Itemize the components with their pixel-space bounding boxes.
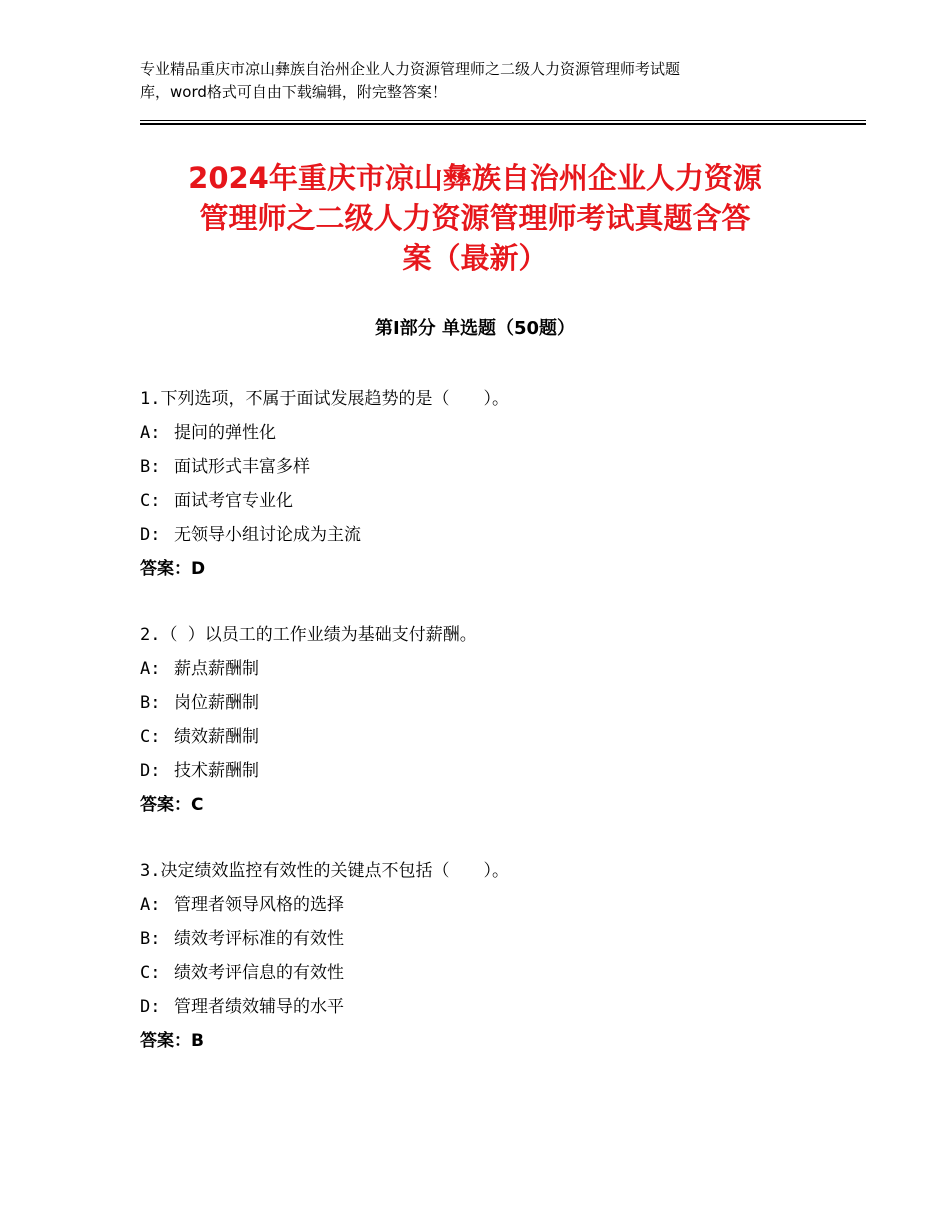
option-label: B:: [140, 457, 161, 477]
answer-line: 答案：D: [140, 559, 206, 579]
option-text: 绩效考评标准的有效性: [174, 929, 344, 949]
question-stem: 2.（ ）以员工的工作业绩为基础支付薪酬。: [140, 625, 477, 645]
option-d: [140, 754, 840, 788]
header-note-line-1: 专业精品重庆市凉山彝族自治州企业人力资源管理师之二级人力资源管理师考试题: [140, 60, 681, 78]
option-d: [140, 990, 840, 1024]
option-label: A:: [140, 659, 161, 679]
option-b: [140, 450, 840, 484]
option-text: 管理者领导风格的选择: [174, 895, 344, 915]
option-c: [140, 956, 840, 990]
option-label: A:: [140, 423, 161, 443]
option-label: B:: [140, 693, 161, 713]
option-text: 绩效考评信息的有效性: [174, 963, 344, 983]
header-note-line-2: 库，word格式可自由下载编辑，附完整答案！: [140, 83, 447, 101]
title-line-1: 2024年重庆市凉山彝族自治州企业人力资源: [188, 161, 762, 195]
title-line-3: 案（最新）: [402, 241, 548, 275]
option-label: D:: [140, 761, 161, 781]
option-label: C:: [140, 491, 161, 511]
question-list: [140, 382, 840, 1090]
option-label: C:: [140, 963, 161, 983]
option-c: [140, 484, 840, 518]
title-line-2: 管理师之二级人力资源管理师考试真题含答: [199, 201, 751, 235]
option-text: 绩效薪酬制: [174, 727, 259, 747]
question-stem: 1.下列选项，不属于面试发展趋势的是（ ）。: [140, 389, 509, 409]
option-text: 面试形式丰富多样: [174, 457, 310, 477]
option-text: 面试考官专业化: [174, 491, 293, 511]
option-a: [140, 416, 840, 450]
header-divider-thin: [140, 120, 866, 121]
document-title: [120, 158, 830, 278]
option-text: 技术薪酬制: [174, 761, 259, 781]
answer-line: 答案：C: [140, 795, 204, 815]
option-d: [140, 518, 840, 552]
header-divider-thick: [140, 123, 866, 125]
answer-line: 答案：B: [140, 1031, 204, 1051]
question-2: [140, 618, 840, 822]
option-label: D:: [140, 997, 161, 1017]
option-text: 管理者绩效辅导的水平: [174, 997, 344, 1017]
option-a: [140, 888, 840, 922]
option-b: [140, 922, 840, 956]
question-stem: 3.决定绩效监控有效性的关键点不包括（ ）。: [140, 861, 509, 881]
option-label: D:: [140, 525, 161, 545]
option-b: [140, 686, 840, 720]
option-a: [140, 652, 840, 686]
option-label: B:: [140, 929, 161, 949]
option-label: A:: [140, 895, 161, 915]
header-note: [140, 58, 830, 104]
option-text: 无领导小组讨论成为主流: [174, 525, 361, 545]
option-label: C:: [140, 727, 161, 747]
question-1: [140, 382, 840, 586]
question-3: [140, 854, 840, 1058]
section-heading: 第Ⅰ部分 单选题（50题）: [374, 318, 575, 339]
option-text: 岗位薪酬制: [174, 693, 259, 713]
option-text: 提问的弹性化: [174, 423, 276, 443]
option-c: [140, 720, 840, 754]
option-text: 薪点薪酬制: [174, 659, 259, 679]
